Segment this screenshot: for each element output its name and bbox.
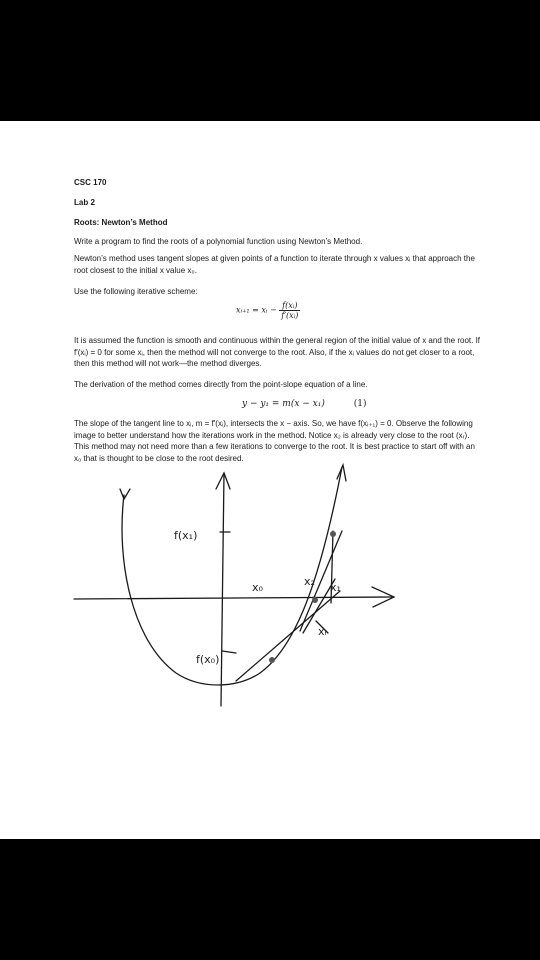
formula-lhs: xᵢ₊₁ = xᵢ − bbox=[236, 305, 277, 315]
y-axis bbox=[221, 473, 224, 706]
lab-title: Roots: Newton’s Method bbox=[74, 218, 168, 227]
label-xr: xᵣ bbox=[318, 625, 328, 638]
method-description: Newton’s method uses tangent slopes at given points of a function to iterate through x values xᵢ that approach the root closest to the initial x value x₀. bbox=[74, 254, 475, 275]
scheme-label: Use the following iterative scheme: bbox=[74, 287, 198, 296]
point-f-x0 bbox=[269, 657, 275, 663]
y-axis-arrow bbox=[216, 473, 230, 489]
curve-left-arrow bbox=[120, 489, 130, 499]
point-f-x1 bbox=[330, 531, 336, 537]
equation-number: (1) bbox=[353, 399, 367, 409]
label-f-x1: f(x₁) bbox=[174, 529, 198, 542]
formula-denominator: f′(xᵢ) bbox=[281, 311, 299, 320]
tangent-paragraph: The slope of the tangent line to xᵢ, m = f′(xᵢ), intersects the x − axis. So, we have f(xᵢ₊₁) = 0. Observe the following image to better understand how the iterations work in the method. Notice x₂ is already very close to the root (xᵣ). This method may not need more than a few iterations to converge to the root. It is best practice to start off with an x₀ that is thought to be close to the root desired. bbox=[74, 419, 475, 463]
equation-text: y − y₁ = m(x − x₁) bbox=[242, 399, 325, 409]
label-x1: x₁ bbox=[330, 581, 341, 594]
point-root bbox=[312, 597, 318, 603]
document-page bbox=[0, 121, 540, 839]
intro-paragraph: Write a program to find the roots of a polynomial function using Newton’s Method. bbox=[74, 237, 363, 246]
curve-left-arm bbox=[122, 495, 260, 685]
label-f-x0: f(x₀) bbox=[196, 653, 220, 666]
formula-numerator: f(xᵢ) bbox=[279, 301, 300, 311]
label-x2: x₂ bbox=[304, 575, 315, 588]
derivation-paragraph: The derivation of the method comes directly from the point-slope equation of a line. bbox=[74, 380, 368, 389]
course-code: CSC 170 bbox=[74, 178, 107, 187]
curve-right-arrow bbox=[337, 465, 346, 481]
assumption-paragraph: It is assumed the function is smooth and continuous within the general region of the initial value of x and the root. If f′(xᵢ) = 0 for some xᵢ, then the method will not converge to the root. Also, if the xᵢ values do not get closer to a root, then this method will not work—the method diverges. bbox=[74, 336, 481, 368]
newton-method-sketch bbox=[0, 121, 540, 839]
x-axis bbox=[74, 597, 392, 599]
lab-number: Lab 2 bbox=[74, 198, 95, 207]
curve-right-arm bbox=[260, 467, 342, 673]
label-x0: x₀ bbox=[252, 581, 263, 594]
f-x0-tick bbox=[222, 651, 236, 653]
